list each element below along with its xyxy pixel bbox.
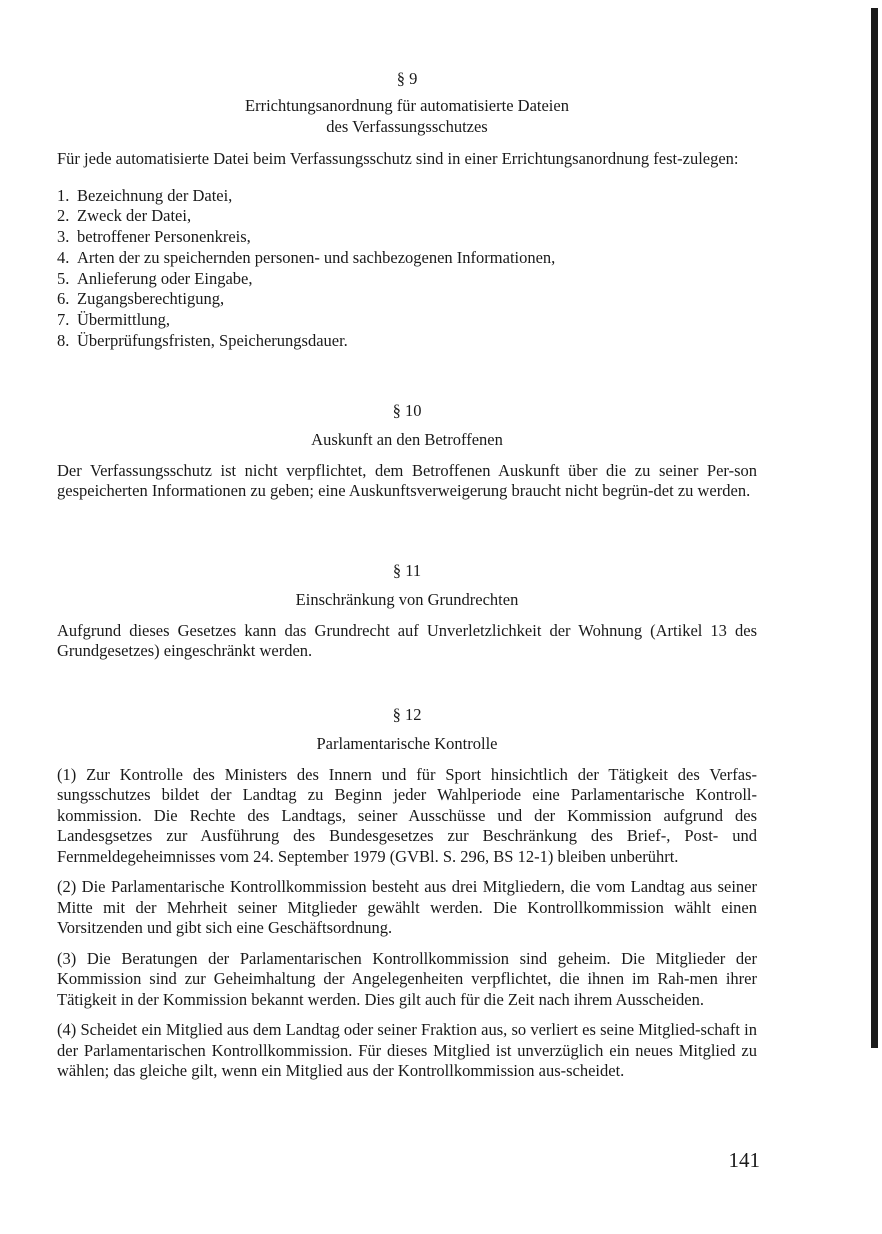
list-item — [57, 227, 757, 248]
list-item-text: Übermittlung, — [77, 310, 171, 330]
list-item-text: Anlieferung oder Eingabe, — [77, 268, 253, 288]
section-title-line: Errichtungsanordnung für automatisierte Dateien — [245, 96, 569, 115]
list-item-number: 1. — [57, 185, 70, 205]
list-item — [57, 331, 757, 352]
list-item-number: 5. — [57, 268, 70, 288]
list-item — [57, 206, 757, 227]
section-paragraph: Der Verfassungsschutz ist nicht verpflichtet, dem Betroffenen Auskunft über die zu seiner Per-son gespeicherten Informationen zu geben; eine Auskunftsverweigerung braucht nicht begrün-det zu werden. — [57, 460, 757, 500]
section-intro: Für jede automatisierte Datei beim Verfassungsschutz sind in einer Errichtungsanordnung fest-zulegen: — [57, 149, 739, 168]
section-9 — [57, 68, 757, 352]
section-paragraph: (4) Scheidet ein Mitglied aus dem Landtag oder seiner Fraktion aus, so verliert es seine Mitglied-schaft in der Parlamentarischen Kontrollkommission. Für dieses Mitglied ist unverzüglich ein neues Mitglied zu wählen; das gleiche gilt, wenn ein Mitglied aus der Kontrollkommission aus-scheidet. — [57, 1020, 757, 1080]
list-item-number: 7. — [57, 310, 70, 330]
section-title-line: Parlamentarische Kontrolle — [316, 734, 498, 753]
item-list — [57, 186, 757, 352]
section-paragraph: (3) Die Beratungen der Parlamentarischen Kontrollkommission sind geheim. Die Mitglieder der Kommission sind zur Geheimhaltung der Angelegenheiten verpflichtet, die ihnen im Rah-men ihrer Tätigkeit in der Kommission bekannt werden. Dies gilt auch für die Zeit nach ihrem Ausscheiden. — [57, 948, 757, 1009]
section-title-line: Einschränkung von Grundrechten — [295, 590, 519, 609]
list-item-text: Bezeichnung der Datei, — [77, 185, 233, 205]
section-11 — [57, 560, 757, 662]
list-item — [57, 248, 757, 269]
section-sign: § 12 — [392, 705, 422, 724]
list-item-text: Überprüfungsfristen, Speicherungsdauer. — [77, 331, 348, 351]
list-item — [57, 186, 757, 207]
list-item-text: betroffener Personenkreis, — [77, 227, 251, 247]
list-item — [57, 289, 757, 310]
list-item-number: 6. — [57, 289, 70, 309]
list-item-number: 2. — [57, 206, 70, 226]
section-sign: § 9 — [396, 69, 418, 88]
section-paragraph: (2) Die Parlamentarische Kontrollkommission besteht aus drei Mitgliedern, die vom Landtag aus seiner Mitte mit der Mehrheit seiner Mitglieder gewählt werden. Die Kontrollkommission wählt einen Vorsitzenden und gibt sich eine Geschäftsordnung. — [57, 877, 757, 937]
section-10 — [57, 400, 757, 502]
section-title-line: Auskunft an den Betroffenen — [311, 430, 503, 449]
list-item-text: Arten der zu speichernden personen- und sachbezogenen Informationen, — [77, 247, 556, 267]
list-item-text: Zugangsberechtigung, — [77, 289, 225, 309]
list-item-number: 4. — [57, 247, 70, 267]
section-paragraph: Aufgrund dieses Gesetzes kann das Grundrecht auf Unverletzlichkeit der Wohnung (Artikel 13 des Grundgesetzes) eingeschränkt werden. — [57, 620, 757, 660]
section-12 — [57, 704, 757, 1082]
list-item-number: 3. — [57, 227, 70, 247]
list-item-text: Zweck der Datei, — [77, 206, 192, 226]
list-item-number: 8. — [57, 331, 70, 351]
list-item — [57, 310, 757, 331]
section-paragraph: (1) Zur Kontrolle des Ministers des Innern und für Sport hinsichtlich der Tätigkeit des Verfas-sungsschutzes bildet der Landtag zu Beginn jeder Wahlperiode eine Parlamentarische Kontroll-kommission. Die Rechte des Landtags, seiner Ausschüsse und der Kommission aufgrund des Landesgsetzes zur Ausführung des Bundesgesetzes zur Beschränkung des Brief-, Post- und Fernmeldegeheimnisses vom 24. September 1979 (GVBl. S. 296, BS 12-1) bleiben unberührt. — [57, 764, 757, 866]
section-sign: § 10 — [392, 401, 422, 420]
section-title-line: des Verfassungsschutzes — [326, 116, 488, 136]
list-item — [57, 269, 757, 290]
page-number: 141 — [728, 1148, 760, 1172]
page-edge-bar — [871, 8, 878, 1048]
section-sign: § 11 — [392, 561, 422, 580]
